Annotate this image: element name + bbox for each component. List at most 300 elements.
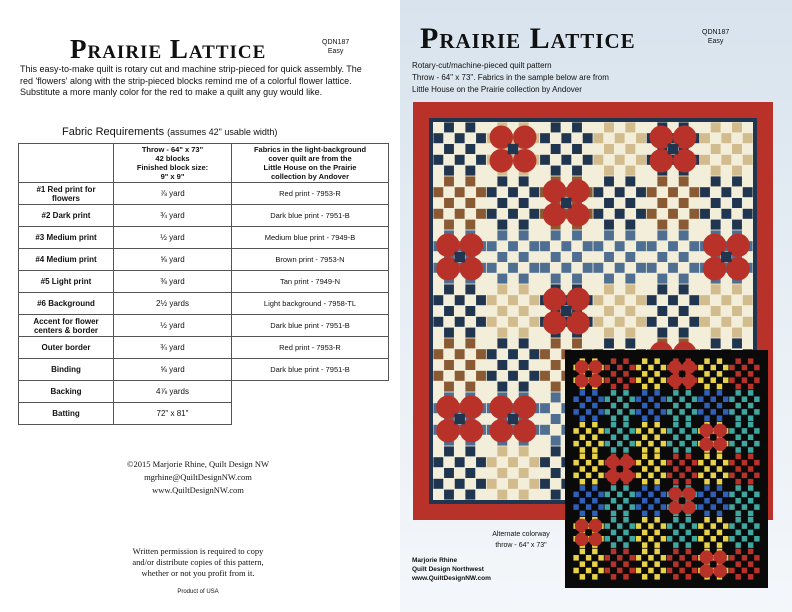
- lattice-patch: [630, 568, 635, 574]
- lattice-patch: [444, 468, 454, 478]
- lattice-patch: [742, 428, 747, 434]
- lattice-patch: [748, 435, 753, 441]
- lattice-patch: [668, 295, 678, 305]
- lattice-patch: [661, 377, 666, 383]
- lattice-patch: [679, 328, 689, 338]
- lattice-patch: [723, 523, 728, 529]
- lattice-patch: [625, 144, 635, 154]
- lattice-patch: [487, 209, 497, 219]
- lattice-patch: [433, 479, 443, 489]
- lattice-patch: [704, 415, 709, 421]
- lattice-patch: [648, 568, 653, 574]
- lattice-patch: [657, 274, 667, 284]
- lattice-patch: [630, 441, 635, 447]
- lattice-patch: [735, 415, 740, 421]
- lattice-patch: [636, 409, 641, 415]
- lattice-patch: [754, 409, 759, 415]
- lattice-patch: [592, 479, 597, 485]
- lattice-patch: [654, 403, 659, 409]
- lattice-patch: [717, 498, 722, 504]
- fabric-name-cell: [19, 227, 114, 249]
- flower-center: [508, 414, 519, 425]
- lattice-patch: [604, 220, 614, 230]
- lattice-patch: [735, 390, 740, 396]
- lattice-patch: [593, 295, 603, 305]
- lattice-patch: [642, 422, 647, 428]
- fabric-name: Outer border: [41, 343, 91, 352]
- header-size-line: Finished block size:: [136, 163, 209, 172]
- lattice-patch: [519, 446, 529, 456]
- lattice-patch: [721, 155, 731, 165]
- lattice-patch: [551, 446, 561, 456]
- lattice-patch: [748, 466, 753, 472]
- lattice-patch: [630, 377, 635, 383]
- lattice-patch: [593, 209, 603, 219]
- fabric-name: #3 Medium print: [35, 233, 97, 242]
- lattice-patch: [623, 358, 628, 364]
- lattice-patch: [723, 504, 728, 510]
- table-row: [19, 315, 389, 337]
- lattice-patch: [580, 498, 585, 504]
- lattice-patch: [487, 295, 497, 305]
- lattice-patch: [583, 241, 593, 251]
- lattice-patch: [636, 241, 646, 251]
- alternate-quilt-photo: [565, 350, 768, 588]
- lattice-patch: [636, 536, 641, 542]
- lattice-patch: [717, 390, 722, 396]
- lattice-patch: [476, 457, 486, 467]
- lattice-patch: [748, 415, 753, 421]
- lattice-patch: [679, 536, 684, 542]
- lattice-patch: [636, 133, 646, 143]
- lattice-patch: [592, 511, 597, 517]
- lattice-patch: [667, 441, 672, 447]
- fabric-name: #1 Red print for: [36, 184, 96, 194]
- lattice-patch: [698, 365, 703, 371]
- lattice-patch: [455, 155, 465, 165]
- fabric-name: Batting: [52, 409, 80, 418]
- lattice-patch: [668, 187, 678, 197]
- lattice-patch: [661, 409, 666, 415]
- lattice-patch: [636, 428, 641, 434]
- lattice-patch: [717, 371, 722, 377]
- lattice-patch: [625, 230, 635, 240]
- lattice-patch: [686, 435, 691, 441]
- lattice-patch: [573, 460, 578, 466]
- lattice-patch: [698, 492, 703, 498]
- lattice-patch: [729, 568, 734, 574]
- lattice-patch: [636, 187, 646, 197]
- lattice-patch: [625, 252, 635, 262]
- lattice-patch: [754, 473, 759, 479]
- lattice-patch: [647, 295, 657, 305]
- lattice-patch: [444, 382, 454, 392]
- pattern-code: [322, 38, 349, 56]
- lattice-patch: [642, 358, 647, 364]
- lattice-patch: [586, 460, 591, 466]
- sample-fabric-cell: Red print - 7953-R: [232, 183, 389, 205]
- lattice-patch: [433, 317, 443, 327]
- flower-center: [561, 306, 572, 317]
- lattice-patch: [679, 306, 689, 316]
- lattice-patch: [497, 176, 507, 186]
- header-size-line: Throw - 64" x 73": [141, 145, 204, 154]
- quilt-background: [573, 358, 760, 580]
- lattice-patch: [654, 517, 659, 523]
- lattice-patch: [487, 263, 497, 273]
- lattice-patch: [508, 187, 518, 197]
- lattice-patch: [735, 358, 740, 364]
- lattice-patch: [572, 230, 582, 240]
- lattice-patch: [625, 198, 635, 208]
- lattice-patch: [508, 371, 518, 381]
- lattice-patch: [487, 241, 497, 251]
- lattice-patch: [647, 317, 657, 327]
- lattice-patch: [732, 220, 742, 230]
- email-link[interactable]: mgrhine@QuiltDesignNW.com: [144, 472, 252, 482]
- lattice-patch: [654, 390, 659, 396]
- lattice-patch: [711, 504, 716, 510]
- yardage-cell: ⅝ yard: [114, 249, 232, 271]
- lattice-patch: [592, 422, 597, 428]
- lattice-patch: [611, 530, 616, 536]
- lattice-patch: [529, 263, 539, 273]
- lattice-patch: [636, 568, 641, 574]
- fabric-name: Binding: [51, 365, 81, 374]
- lattice-patch: [551, 392, 561, 402]
- lattice-patch: [617, 536, 622, 542]
- lattice-patch: [721, 209, 731, 219]
- lattice-patch: [657, 198, 667, 208]
- lattice-patch: [642, 390, 647, 396]
- lattice-patch: [611, 390, 616, 396]
- lattice-patch: [704, 466, 709, 472]
- lattice-patch: [465, 360, 475, 370]
- lattice-patch: [654, 574, 659, 580]
- lattice-patch: [711, 166, 721, 176]
- lattice-patch: [754, 396, 759, 402]
- lattice-patch: [661, 396, 666, 402]
- lattice-patch: [611, 384, 616, 390]
- lattice-patch: [721, 317, 731, 327]
- lattice-patch: [748, 358, 753, 364]
- fabric-name: Accent for flower: [33, 316, 99, 326]
- lattice-patch: [661, 460, 666, 466]
- lattice-patch: [623, 498, 628, 504]
- lattice-patch: [698, 460, 703, 466]
- lattice-patch: [580, 479, 585, 485]
- lattice-patch: [648, 473, 653, 479]
- lattice-patch: [711, 122, 721, 132]
- lattice-patch: [642, 415, 647, 421]
- fabric-name-cell: [19, 381, 114, 403]
- lattice-patch: [519, 490, 529, 500]
- lattice-patch: [717, 479, 722, 485]
- lattice-patch: [673, 517, 678, 523]
- lattice-patch: [729, 428, 734, 434]
- lattice-patch: [711, 365, 716, 371]
- alt-caption-line: Alternate colorway: [492, 531, 550, 538]
- table-row: [19, 381, 389, 403]
- lattice-patch: [704, 403, 709, 409]
- lattice-patch: [642, 530, 647, 536]
- lattice-patch: [692, 409, 697, 415]
- lattice-patch: [673, 454, 678, 460]
- lattice-patch: [465, 284, 475, 294]
- yardage-cell: 4⅞ yards: [114, 381, 232, 403]
- lattice-patch: [630, 555, 635, 561]
- lattice-patch: [611, 358, 616, 364]
- lattice-patch: [654, 530, 659, 536]
- lattice-patch: [689, 263, 699, 273]
- lattice-patch: [723, 460, 728, 466]
- lattice-patch: [679, 230, 689, 240]
- lattice-patch: [519, 306, 529, 316]
- lattice-patch: [598, 396, 603, 402]
- fabric-heading-text: Fabric Requirements: [62, 126, 165, 138]
- lattice-patch: [586, 473, 591, 479]
- lattice-patch: [623, 511, 628, 517]
- lattice-patch: [604, 198, 614, 208]
- lattice-patch: [444, 360, 454, 370]
- lattice-patch: [735, 403, 740, 409]
- flower-center: [617, 466, 623, 472]
- lattice-patch: [529, 457, 539, 467]
- lattice-patch: [551, 166, 561, 176]
- lattice-patch: [617, 396, 622, 402]
- lattice-patch: [593, 187, 603, 197]
- lattice-patch: [673, 403, 678, 409]
- lattice-patch: [686, 517, 691, 523]
- lattice-patch: [519, 198, 529, 208]
- lattice-patch: [508, 457, 518, 467]
- lattice-patch: [748, 371, 753, 377]
- lattice-patch: [692, 441, 697, 447]
- fabric-name: #5 Light print: [40, 277, 92, 286]
- cover-code-label: QDN187: [702, 29, 730, 36]
- lattice-patch: [497, 446, 507, 456]
- lattice-patch: [465, 338, 475, 348]
- lattice-patch: [605, 377, 610, 383]
- lattice-patch: [642, 498, 647, 504]
- lattice-patch: [497, 252, 507, 262]
- lattice-patch: [611, 447, 616, 453]
- lattice-patch: [611, 415, 616, 421]
- lattice-patch: [444, 144, 454, 154]
- lattice-patch: [455, 349, 465, 359]
- lattice-patch: [668, 241, 678, 251]
- lattice-patch: [711, 492, 716, 498]
- lattice-patch: [611, 435, 616, 441]
- flower-center: [508, 144, 519, 155]
- lattice-patch: [529, 371, 539, 381]
- lattice-patch: [580, 415, 585, 421]
- sample-fabric-cell: Dark blue print - 7951-B: [232, 315, 389, 337]
- lattice-patch: [497, 198, 507, 208]
- lattice-patch: [617, 365, 622, 371]
- empty-cell: [232, 403, 389, 425]
- lattice-patch: [497, 468, 507, 478]
- lattice-patch: [580, 403, 585, 409]
- lattice-patch: [465, 144, 475, 154]
- lattice-patch: [729, 555, 734, 561]
- lattice-patch: [617, 555, 622, 561]
- lattice-patch: [605, 504, 610, 510]
- lattice-patch: [617, 523, 622, 529]
- lattice-patch: [444, 338, 454, 348]
- lattice-patch: [465, 446, 475, 456]
- header-fabrics-line: collection by Andover: [270, 172, 350, 181]
- lattice-patch: [679, 274, 689, 284]
- lattice-patch: [455, 295, 465, 305]
- lattice-patch: [732, 144, 742, 154]
- fabric-name: #2 Dark print: [41, 211, 91, 220]
- lattice-patch: [580, 561, 585, 567]
- lattice-patch: [508, 209, 518, 219]
- lattice-patch: [717, 384, 722, 390]
- yardage-cell: ⅝ yard: [114, 359, 232, 381]
- lattice-patch: [698, 409, 703, 415]
- lattice-patch: [580, 466, 585, 472]
- lattice-patch: [743, 209, 753, 219]
- lattice-patch: [519, 382, 529, 392]
- lattice-patch: [519, 230, 529, 240]
- lattice-patch: [654, 542, 659, 548]
- lattice-patch: [465, 198, 475, 208]
- sample-fabric-cell: Tan print - 7949-N: [232, 271, 389, 293]
- lattice-patch: [654, 447, 659, 453]
- lattice-patch: [604, 338, 614, 348]
- lattice-patch: [743, 133, 753, 143]
- lattice-patch: [742, 555, 747, 561]
- lattice-patch: [636, 504, 641, 510]
- lattice-patch: [497, 328, 507, 338]
- lattice-patch: [508, 317, 518, 327]
- cover-pattern-code: [702, 28, 729, 46]
- lattice-patch: [686, 390, 691, 396]
- lattice-patch: [625, 166, 635, 176]
- lattice-patch: [572, 166, 582, 176]
- lattice-patch: [717, 530, 722, 536]
- lattice-patch: [654, 485, 659, 491]
- lattice-patch: [742, 377, 747, 383]
- header-fabrics-line: Fabrics in the light-background: [253, 145, 367, 154]
- lattice-patch: [742, 396, 747, 402]
- lattice-patch: [698, 396, 703, 402]
- lattice-patch: [540, 457, 550, 467]
- lattice-patch: [487, 371, 497, 381]
- lattice-patch: [604, 230, 614, 240]
- lattice-patch: [729, 396, 734, 402]
- alternate-caption: [476, 529, 566, 551]
- lattice-patch: [735, 517, 740, 523]
- header-empty-cell: [19, 144, 114, 183]
- lattice-patch: [717, 517, 722, 523]
- lattice-patch: [617, 409, 622, 415]
- lattice-patch: [686, 454, 691, 460]
- lattice-patch: [735, 422, 740, 428]
- lattice-patch: [686, 549, 691, 555]
- lattice-patch: [476, 371, 486, 381]
- lattice-patch: [455, 457, 465, 467]
- lattice-patch: [692, 568, 697, 574]
- lattice-patch: [540, 479, 550, 489]
- lattice-patch: [605, 523, 610, 529]
- lattice-patch: [615, 133, 625, 143]
- lattice-patch: [711, 523, 716, 529]
- lattice-patch: [617, 568, 622, 574]
- lattice-patch: [661, 536, 666, 542]
- lattice-patch: [592, 454, 597, 460]
- lattice-patch: [723, 536, 728, 542]
- website-link[interactable]: www.QuiltDesignNW.com: [152, 485, 244, 495]
- lattice-patch: [615, 209, 625, 219]
- lattice-patch: [636, 555, 641, 561]
- lattice-patch: [698, 504, 703, 510]
- lattice-patch: [433, 295, 443, 305]
- lattice-patch: [455, 371, 465, 381]
- lattice-patch: [611, 422, 616, 428]
- lattice-patch: [605, 409, 610, 415]
- empty-cell: [232, 381, 389, 403]
- lattice-patch: [717, 511, 722, 517]
- lattice-patch: [743, 187, 753, 197]
- lattice-patch: [648, 523, 653, 529]
- lattice-patch: [540, 403, 550, 413]
- lattice-patch: [580, 422, 585, 428]
- cover-subtitle-line: Rotary-cut/machine-pieced quilt pattern: [412, 61, 552, 70]
- flower-center: [710, 434, 716, 440]
- lattice-patch: [529, 349, 539, 359]
- lattice-patch: [604, 166, 614, 176]
- lattice-patch: [654, 479, 659, 485]
- lattice-patch: [748, 498, 753, 504]
- lattice-patch: [625, 176, 635, 186]
- lattice-patch: [465, 122, 475, 132]
- lattice-patch: [540, 425, 550, 435]
- lattice-patch: [648, 492, 653, 498]
- lattice-patch: [455, 187, 465, 197]
- lattice-patch: [754, 536, 759, 542]
- lattice-patch: [735, 454, 740, 460]
- lattice-patch: [721, 187, 731, 197]
- lattice-patch: [455, 209, 465, 219]
- lattice-patch: [476, 209, 486, 219]
- lattice-patch: [433, 457, 443, 467]
- credit-line: www.QuiltDesignNW.com: [412, 575, 491, 582]
- lattice-patch: [732, 198, 742, 208]
- lattice-patch: [465, 220, 475, 230]
- lattice-patch: [742, 365, 747, 371]
- lattice-patch: [673, 542, 678, 548]
- lattice-patch: [444, 176, 454, 186]
- lattice-patch: [630, 428, 635, 434]
- lattice-patch: [679, 428, 684, 434]
- lattice-patch: [476, 295, 486, 305]
- lattice-patch: [700, 133, 710, 143]
- lattice-patch: [604, 328, 614, 338]
- lattice-patch: [748, 384, 753, 390]
- lattice-patch: [598, 441, 603, 447]
- lattice-patch: [735, 542, 740, 548]
- lattice-patch: [667, 473, 672, 479]
- lattice-patch: [561, 155, 571, 165]
- lattice-patch: [686, 466, 691, 472]
- lattice-patch: [598, 473, 603, 479]
- lattice-patch: [465, 306, 475, 316]
- lattice-patch: [636, 523, 641, 529]
- lattice-patch: [598, 428, 603, 434]
